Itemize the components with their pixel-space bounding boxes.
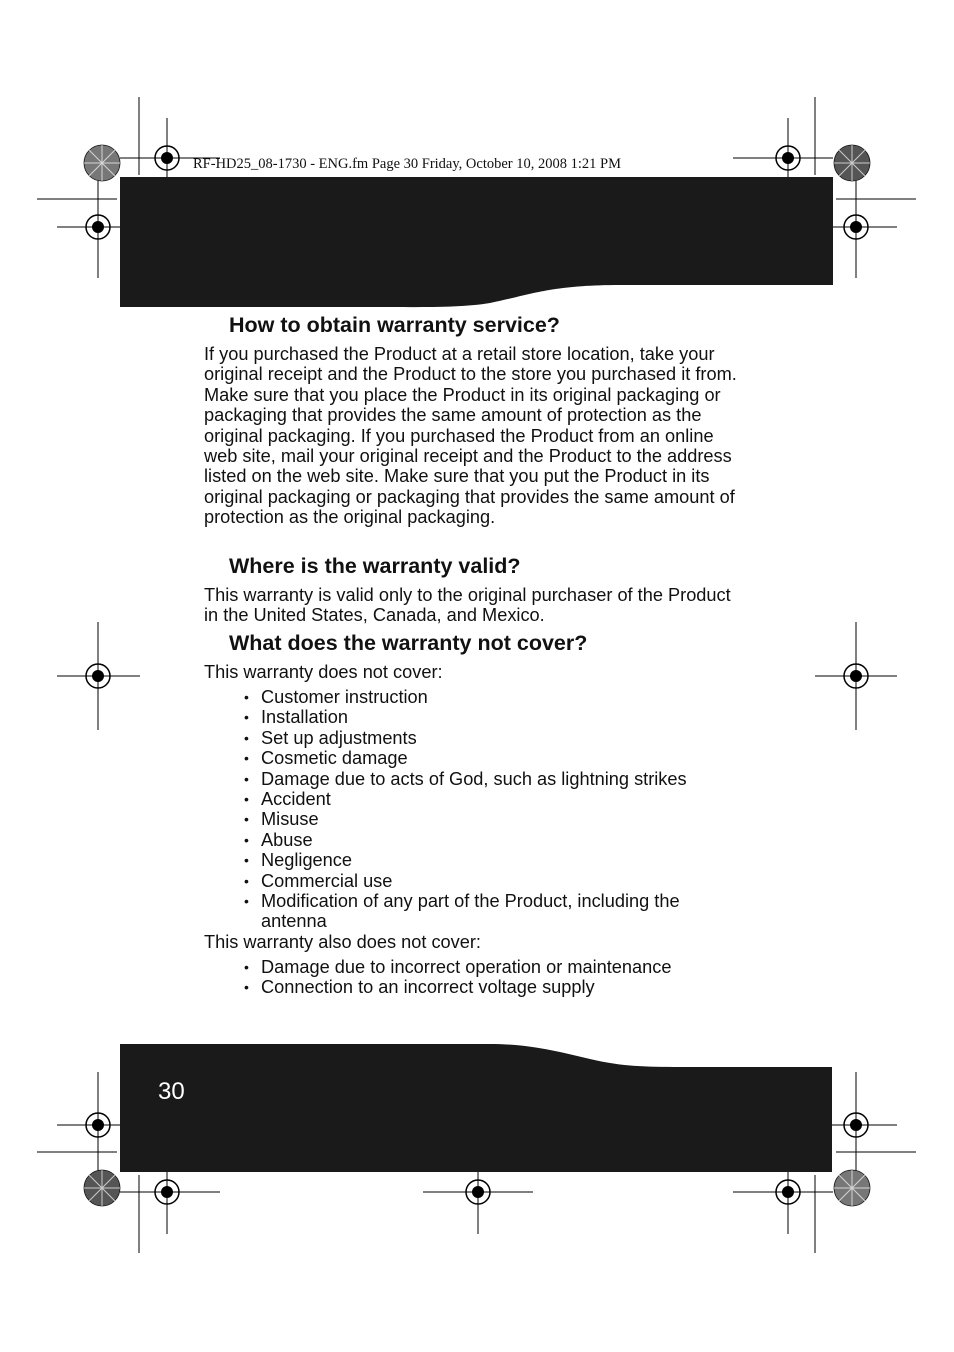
not-cover-list (244, 687, 724, 932)
list-item: • Damage due to acts of God, such as lightning strikes (244, 769, 724, 789)
heading-obtain-service: How to obtain warranty service? (229, 313, 560, 337)
not-cover-intro: This warranty does not cover: (204, 662, 443, 682)
list-item: • Abuse (244, 830, 724, 850)
list-item: • Installation (244, 707, 724, 727)
heading-where-valid: Where is the warranty valid? (229, 554, 521, 578)
list-item: • Accident (244, 789, 724, 809)
list-item: • Modification of any part of the Product, including the antenna (244, 891, 724, 932)
footer-band (120, 1044, 832, 1172)
obtain-service-body: If you purchased the Product at a retail store location, take your original receipt and the Product to the store you purchased it from. Make sure that you place the Product in its original packaging or packaging that provides the same amount of protection as the original packaging. If you purchased the Product from an online web site, mail your original receipt and the Product to the address listed on the web site. Make sure that you put the Product in its original packaging or packaging that provides the same amount of protection as the original packaging. (204, 344, 737, 528)
heading-not-cover: What does the warranty not cover? (229, 631, 588, 655)
page-number: 30 (158, 1078, 185, 1105)
list-item: • Damage due to incorrect operation or maintenance (244, 957, 724, 977)
not-cover-list-2 (244, 957, 724, 998)
list-item: • Connection to an incorrect voltage supply (244, 977, 724, 997)
not-cover-intro-2: This warranty also does not cover: (204, 932, 481, 952)
list-item: • Set up adjustments (244, 728, 724, 748)
list-item: • Commercial use (244, 871, 724, 891)
list-item: • Misuse (244, 809, 724, 829)
list-item: • Negligence (244, 850, 724, 870)
list-item: • Customer instruction (244, 687, 724, 707)
list-item: • Cosmetic damage (244, 748, 724, 768)
header-band (120, 177, 833, 308)
file-slug-line: RF-HD25_08-1730 - ENG.fm Page 30 Friday, October 10, 2008 1:21 PM (193, 156, 621, 172)
where-valid-body: This warranty is valid only to the original purchaser of the Product in the United States, Canada, and Mexico. (204, 585, 731, 626)
